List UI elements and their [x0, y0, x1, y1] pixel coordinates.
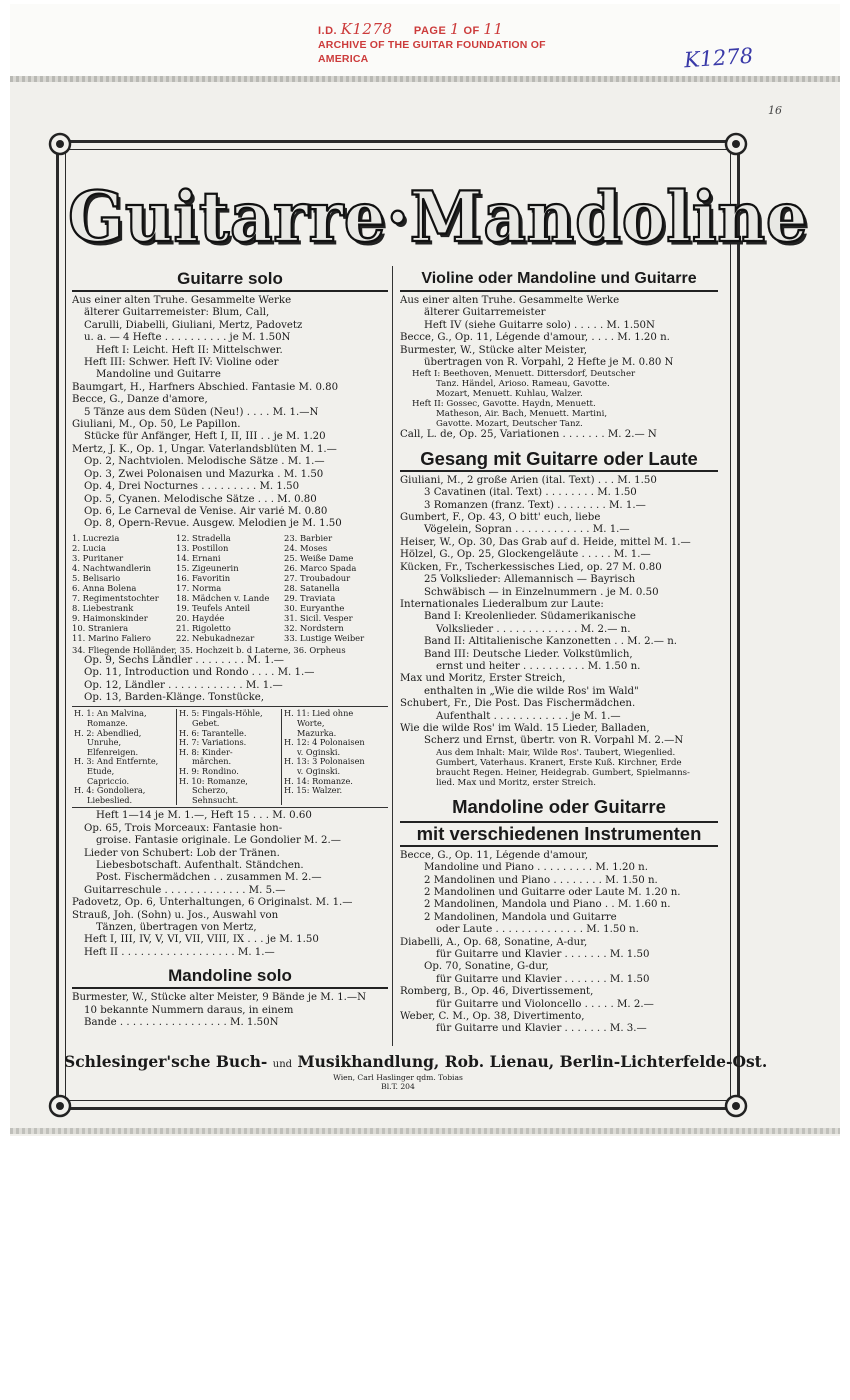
opera-title: 15. Zigeunerin	[176, 562, 239, 573]
section-heading-gesang: Gesang mit Guitarre oder Laute	[400, 448, 718, 472]
opera-title: 24. Moses	[284, 542, 328, 553]
opera-title: 12. Stradella	[176, 532, 231, 543]
barden-klaenge-col-2: H. 5: Fingals-Höhle, Gebet. H. 6: Tarantelle. H. 7: Variations. H. 8: Kinder- märchen. H. 9: Rondino. H. 10: Romanze, Scherzo, Sehnsucht.	[177, 709, 282, 805]
catalog-entry: Liebesbotschaft. Aufenthalt. Ständchen.	[96, 859, 304, 871]
catalog-entry: Heft III: Schwer. Heft IV: Violine oder	[84, 357, 279, 369]
opera-title: 4. Nachtwandlerin	[72, 562, 152, 573]
section-heading-violine-mandoline: Violine oder Mandoline und Guitarre	[400, 268, 718, 292]
catalog-entry: Becce, G., Op. 11, Légende d'amour,	[400, 849, 589, 861]
stamp-page-number: 1	[449, 20, 460, 38]
catalog-entry: Mandoline und Piano . . . . . . . . . M. 1.20 n.	[424, 862, 648, 874]
catalog-entry: Gumbert, Vaterhaus. Kranert, Erste Kuß. Kirchner, Erde	[436, 757, 682, 768]
catalog-entry: Internationales Liederalbum zur Laute:	[400, 598, 604, 610]
catalog-entry: 10 bekannte Nummern daraus, in einem	[84, 1004, 294, 1016]
stamp-archive-name: ARCHIVE OF THE GUITAR FOUNDATION OF AMERICA	[318, 39, 546, 65]
catalog-entry: für Guitarre und Klavier . . . . . . . M. 1.50	[436, 973, 650, 985]
catalog-entry: Op. 6, Le Carneval de Venise. Air varié M. 0.80	[84, 505, 328, 517]
opera-title: 33. Lustige Weiber	[284, 632, 365, 643]
opera-title: 16. Favoritin	[176, 572, 231, 583]
publisher-name-b: Musikhandlung, Rob. Lienau, Berlin-Lichterfelde-Ost.	[297, 1052, 768, 1071]
catalog-entry: 3 Romanzen (franz. Text) . . . . . . . . M. 1.—	[424, 499, 646, 511]
catalog-entry: Heft I: Beethoven, Menuett. Dittersdorf, Deutscher	[412, 369, 636, 380]
catalog-entry: für Guitarre und Violoncello . . . . . M. 2.—	[436, 998, 654, 1010]
opera-title: 17. Norma	[176, 582, 222, 593]
catalog-entry: für Guitarre und Klavier . . . . . . . M. 3.—	[436, 1023, 647, 1035]
plate-number: Bl.T. 204	[381, 1082, 415, 1091]
catalog-entry: Aus einer alten Truhe. Gesammelte Werke	[72, 295, 292, 306]
section-heading-mit-instrumenten: mit verschiedenen Instrumenten	[400, 821, 718, 847]
catalog-entry: lied. Max und Moritz, erster Streich.	[436, 777, 596, 788]
opera-title: 7. Regimentstochter	[72, 592, 159, 603]
stamp-id-value: K1278	[340, 20, 393, 38]
catalog-entry: 2 Mandolinen und Piano . . . . . . . . M. 1.50 n.	[424, 874, 658, 886]
catalog-entry: enthalten in „Wie die wilde Ros' im Wald"	[424, 685, 639, 697]
catalog-entry: Padovetz, Op. 6, Unterhaltungen, 6 Originalst. M. 1.—	[72, 897, 353, 909]
catalog-entry: Op. 3, Zwei Polonaisen und Mazurka . M. 1.50	[84, 468, 324, 480]
catalog-entry: Band II: Altitalienische Kanzonetten . . M. 2.— n.	[424, 636, 678, 648]
barden-klaenge-table	[72, 706, 388, 808]
catalog-entry: Mandoline und Guitarre	[96, 369, 221, 381]
gesang-list	[400, 475, 718, 788]
catalog-entry: Kücken, Fr., Tscherkessisches Lied, op. 27 M. 0.80	[400, 561, 662, 573]
catalog-entry: Aufenthalt . . . . . . . . . . . . je M. 1.—	[436, 710, 621, 722]
opern-revue-last-line: 34. Fliegende Holländer, 35. Hochzeit b. d Laterne, 36. Orpheus	[72, 644, 346, 655]
catalog-entry: u. a. — 4 Hefte . . . . . . . . . . je M. 1.50N	[84, 332, 291, 344]
opera-title: 18. Mädchen v. Lande	[176, 592, 270, 603]
catalog-entry: Heft II: Gossec, Gavotte. Haydn, Menuett.	[412, 399, 596, 410]
mertz-list-continued	[72, 655, 388, 705]
catalog-entry: 2 Mandolinen, Mandola und Guitarre	[424, 911, 617, 923]
catalog-entry: braucht Regen. Heiner, Heidegrab. Gumbert, Spielmanns-	[436, 767, 690, 778]
publisher-subline	[64, 1073, 732, 1091]
catalog-entry: Op. 12, Ländler . . . . . . . . . . . . M. 1.—	[84, 679, 283, 691]
opera-title: 23. Barbier	[284, 532, 333, 543]
section-heading-guitarre-solo: Guitarre solo	[72, 268, 388, 292]
catalog-entry: Burmester, W., Stücke alter Meister,	[400, 344, 587, 356]
opera-title: 5. Belisario	[72, 572, 121, 583]
publisher-name-a: Schlesinger'sche Buch-	[64, 1052, 268, 1071]
catalog-entry: Band I: Kreolenlieder. Südamerikanische	[424, 611, 636, 623]
opera-title: 1. Lucrezia	[72, 532, 120, 543]
corner-ornament-icon	[721, 1091, 751, 1121]
page-title: Guitarre·Mandoline	[68, 176, 809, 258]
instrumenten-list	[400, 850, 718, 1036]
catalog-entry: Schubert, Fr., Die Post. Das Fischermädchen.	[400, 698, 636, 710]
opera-title: 22. Nebukadnezar	[176, 632, 255, 643]
opera-title: 29. Traviata	[284, 592, 336, 603]
corner-ornament-icon	[45, 1091, 75, 1121]
catalog-entry: Heft II . . . . . . . . . . . . . . . . . . M. 1.—	[84, 946, 275, 958]
catalog-entry: 3 Cavatinen (ital. Text) . . . . . . . . M. 1.50	[424, 487, 637, 499]
opera-title: 20. Haydée	[176, 612, 225, 623]
catalog-entry: Op. 11, Introduction und Rondo . . . . M. 1.—	[84, 667, 315, 679]
publisher-vienna: Wien, Carl Haslinger qdm. Tobias	[333, 1073, 463, 1082]
stamp-page-total: 11	[483, 20, 504, 38]
catalog-entry: Op. 2, Nachtviolen. Melodische Sätze . M. 1.—	[84, 456, 325, 468]
catalog-entry: Carulli, Diabelli, Giuliani, Mertz, Padovetz	[84, 319, 303, 331]
catalog-entry: Scherz und Ernst, übertr. von R. Vorpahl M. 2.—N	[424, 735, 684, 747]
opera-title: 6. Anna Bolena	[72, 582, 137, 593]
catalog-entry: Op. 9, Sechs Ländler . . . . . . . . M. 1.—	[84, 654, 284, 666]
catalog-entry: für Guitarre und Klavier . . . . . . . M. 1.50	[436, 949, 650, 961]
opera-title: 11. Marino Faliero	[72, 632, 151, 643]
corner-ornament-icon	[45, 129, 75, 159]
catalog-entry: Guitarreschule . . . . . . . . . . . . . M. 5.—	[84, 884, 286, 896]
opera-title: 31. Sicil. Vesper	[284, 612, 353, 623]
stamp-id-label: I.D.	[318, 25, 338, 37]
catalog-entry: Wie die wilde Ros' im Wald. 15 Lieder, Balladen,	[400, 722, 650, 734]
catalog-entry: Call, L. de, Op. 25, Variationen . . . . . . . M. 2.— N	[400, 429, 657, 441]
catalog-entry: Lieder von Schubert: Lob der Tränen.	[84, 847, 280, 859]
catalog-entry: 25 Volkslieder: Allemannisch — Bayrisch	[424, 574, 636, 586]
opera-title: 25. Weiße Dame	[284, 552, 354, 563]
barden-klaenge-col-1: H. 1: An Malvina, Romanze. H. 2: Abendlied, Unruhe, Elfenreigen. H. 3: And Entfernte, Etude, Capriccio. H. 4: Gondoliera, Liebeslied.	[72, 709, 177, 805]
publisher-und: und	[272, 1059, 293, 1070]
catalog-entry: Vögelein, Sopran . . . . . . . . . . . . M. 1.—	[424, 524, 630, 536]
catalog-entry: Heft 1—14 je M. 1.—, Heft 15 . . . M. 0.60	[96, 810, 312, 822]
opera-title: 10. Straniera	[72, 622, 129, 633]
opera-title: 26. Marco Spada	[284, 562, 357, 573]
opera-title: 2. Lucia	[72, 542, 106, 553]
catalog-entry: Max und Moritz, Erster Streich,	[400, 673, 566, 685]
barden-klaenge-col-3: H. 11: Lied ohne Worte, Mazurka. H. 12: 4 Polonaisen v. Oginski. H. 13: 3 Polonaisen v. Oginski. H. 14: Romanze. H. 15: Walzer.	[284, 709, 365, 796]
catalog-entry: älterer Guitarremeister: Blum, Call,	[84, 307, 270, 319]
catalog-entry: Diabelli, A., Op. 68, Sonatine, A-dur,	[400, 936, 588, 948]
violine-list	[400, 295, 718, 442]
catalog-entry: Post. Fischermädchen . . zusammen M. 2.—	[96, 872, 322, 884]
catalog-entry: Giuliani, M., Op. 50, Le Papillon.	[72, 419, 241, 431]
archive-stamp	[318, 22, 578, 66]
catalog-entry: Baumgart, H., Harfners Abschied. Fantasie M. 0.80	[72, 381, 339, 393]
stamp-page-label: PAGE	[413, 25, 447, 37]
catalog-entry: Heft I, III, IV, V, VI, VII, VIII, IX . . . je M. 1.50	[84, 934, 319, 946]
opern-revue-table	[72, 533, 388, 643]
catalog-entry: Becce, G., Danze d'amore,	[72, 394, 208, 406]
page-mark: 16	[768, 104, 782, 117]
catalog-entry: groise. Fantasie originale. Le Gondolier M. 2.—	[96, 835, 341, 847]
catalog-entry: Burmester, W., Stücke alter Meister, 9 Bände je M. 1.—N	[72, 992, 367, 1004]
column-divider	[392, 266, 393, 1046]
catalog-entry: Strauß, Joh. (Sohn) u. Jos., Auswahl von	[72, 909, 279, 921]
catalog-entry: Tänzen, übertragen von Mertz,	[96, 921, 257, 933]
mandoline-solo-list	[72, 992, 388, 1029]
catalog-entry: Becce, G., Op. 11, Légende d'amour, . . . . M. 1.20 n.	[400, 332, 670, 344]
catalog-entry: Tanz. Händel, Arioso. Rameau, Gavotte.	[436, 379, 610, 390]
right-column	[400, 266, 718, 1036]
catalog-entry: Schwäbisch — in Einzelnummern . je M. 0.50	[424, 586, 659, 598]
opera-title: 30. Euryanthe	[284, 602, 345, 613]
catalog-entry: Aus dem Inhalt: Mair, Wilde Ros'. Taubert, Wiegenlied.	[436, 747, 676, 758]
catalog-entry: Heft I: Leicht. Heft II: Mittelschwer.	[96, 344, 283, 356]
opera-title: 3. Puritaner	[72, 552, 124, 563]
opera-title: 13. Postillon	[176, 542, 229, 553]
catalog-entry: Op. 4, Drei Nocturnes . . . . . . . . . M. 1.50	[84, 481, 300, 493]
opera-title: 21. Rigoletto	[176, 622, 231, 633]
catalog-entry: Aus einer alten Truhe. Gesammelte Werke	[400, 295, 620, 306]
catalog-entry: Op. 65, Trois Morceaux: Fantasie hon-	[84, 822, 283, 834]
catalog-entry: 2 Mandolinen und Guitarre oder Laute M. 1.20 n.	[424, 887, 681, 898]
catalog-entry: Op. 8, Opern-Revue. Ausgew. Melodien je M. 1.50	[84, 518, 342, 530]
opera-title: 27. Troubadour	[284, 572, 351, 583]
catalog-entry: Heiser, W., Op. 30, Das Grab auf d. Heide, mittel M. 1.—	[400, 536, 691, 548]
catalog-entry: Bande . . . . . . . . . . . . . . . . . M. 1.50N	[84, 1016, 279, 1028]
left-column	[72, 266, 388, 1029]
opera-title: 28. Satanella	[284, 582, 340, 593]
catalog-entry: Volkslieder . . . . . . . . . . . . . M. 2.— n.	[436, 623, 631, 635]
opera-title: 32. Nordstern	[284, 622, 344, 633]
handwritten-id: K1278	[683, 43, 754, 73]
opera-title: 19. Teufels Anteil	[176, 602, 251, 613]
catalog-entry: 2 Mandolinen, Mandola und Piano . . M. 1.60 n.	[424, 899, 671, 911]
section-heading-mandoline-oder-guitarre: Mandoline oder Guitarre	[452, 795, 666, 817]
catalog-entry: ernst und heiter . . . . . . . . . . M. 1.50 n.	[436, 660, 641, 672]
catalog-entry: Gumbert, F., Op. 43, O bitt' euch, liebe	[400, 512, 601, 524]
catalog-entry: Weber, C. M., Op. 38, Divertimento,	[400, 1011, 585, 1023]
opera-title: 9. Haimonskinder	[72, 612, 148, 623]
catalog-entry: Hölzel, G., Op. 25, Glockengeläute . . . . . M. 1.—	[400, 549, 651, 561]
catalog-entry: Heft IV (siehe Guitarre solo) . . . . . M. 1.50N	[424, 319, 655, 331]
catalog-entry: Mertz, J. K., Op. 1, Ungar. Vaterlandsblüten M. 1.—	[72, 443, 337, 455]
guitarre-solo-list	[72, 295, 388, 531]
publisher-footer	[64, 1052, 768, 1075]
catalog-entry: Op. 13, Barden-Klänge. Tonstücke,	[84, 691, 265, 703]
catalog-entry: Matheson, Air. Bach, Menuett. Martini,	[436, 409, 608, 420]
opera-title: 14. Ernani	[176, 552, 221, 563]
catalog-entry: Op. 5, Cyanen. Melodische Sätze . . . M. 0.80	[84, 493, 317, 505]
catalog-entry: Stücke für Anfänger, Heft I, II, III . . je M. 1.20	[84, 431, 326, 443]
catalog-entry: 5 Tänze aus dem Süden (Neu!) . . . . M. 1.—N	[84, 406, 319, 418]
guitarre-solo-list-end	[72, 810, 388, 959]
catalog-entry: oder Laute . . . . . . . . . . . . . . M. 1.50 n.	[436, 924, 639, 936]
catalog-entry: älterer Guitarremeister	[424, 307, 546, 319]
scan-edge-bottom	[10, 1128, 840, 1134]
opera-title: 8. Liebestrank	[72, 602, 134, 613]
section-heading-mandoline-solo: Mandoline solo	[72, 965, 388, 989]
catalog-entry: übertragen von R. Vorpahl, 2 Hefte je M. 0.80 N	[424, 357, 674, 369]
scan-edge-top	[10, 76, 840, 82]
catalog-entry: Band III: Deutsche Lieder. Volkstümlich,	[424, 648, 633, 660]
stamp-of-label: OF	[463, 25, 480, 37]
catalog-entry: Romberg, B., Op. 46, Divertissement,	[400, 986, 594, 998]
corner-ornament-icon	[721, 129, 751, 159]
catalog-entry: Op. 70, Sonatine, G-dur,	[424, 961, 549, 973]
catalog-entry: Mozart, Menuett. Kuhlau, Walzer.	[436, 389, 583, 400]
catalog-entry: Gavotte. Mozart, Deutscher Tanz.	[436, 419, 583, 430]
catalog-entry: Giuliani, M., 2 große Arien (ital. Text) . . . M. 1.50	[400, 474, 657, 486]
